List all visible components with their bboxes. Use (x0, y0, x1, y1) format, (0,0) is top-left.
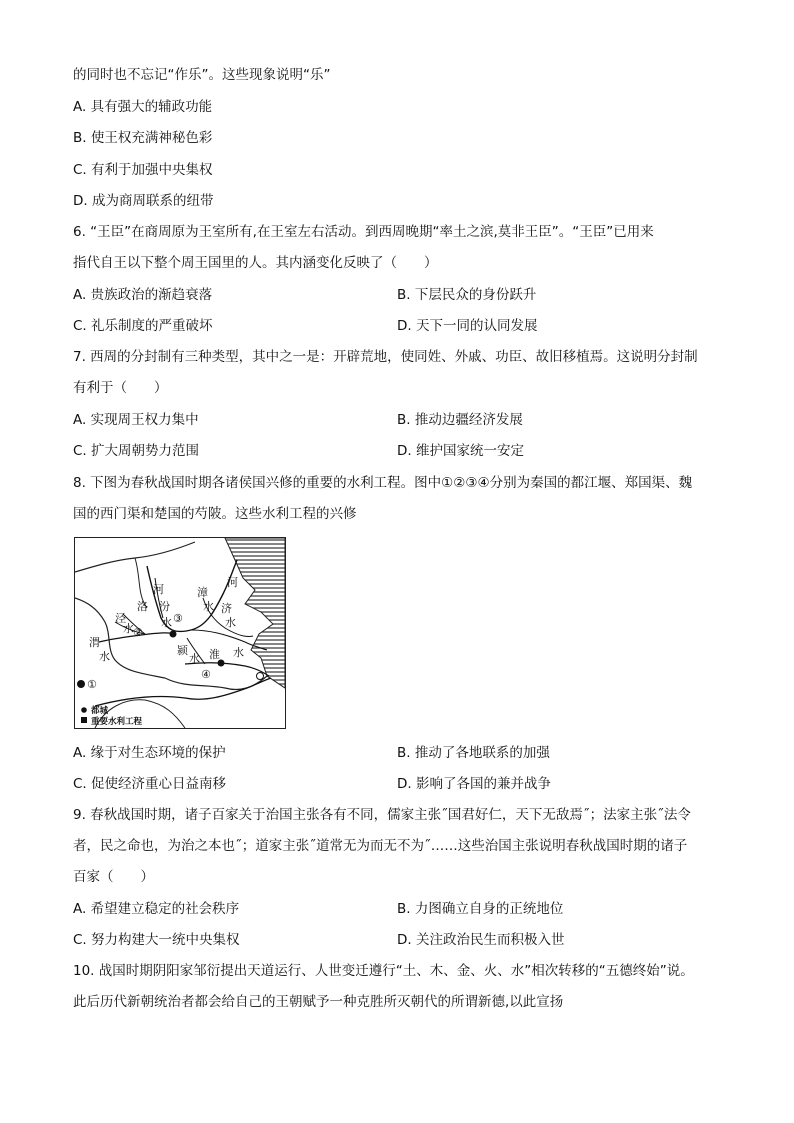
map-label-shui6: 水 (189, 652, 200, 665)
legend-project-label: 重要水利工程 (91, 717, 143, 727)
q8-stem-line1: 8. 下图为春秋战国时期各诸侯国兴修的重要的水利工程。图中①②③④分别为秦国的都江堰、郑国渠、魏 (73, 475, 693, 491)
q5-stem-continuation: 的同时也不忘记“作乐”。这些现象说明“乐” (73, 67, 331, 83)
q6-option-d[interactable]: D. 天下一同的认同发展 (397, 318, 538, 334)
capital-marker-3 (257, 673, 264, 680)
q6-stem-line1: 6. “王臣”在商周原为王室所有,在王室左右活动。到西周晚期“率土之滨,莫非王臣”。“王臣”已用来 (73, 224, 654, 240)
q9-option-d[interactable]: D. 关注政治民生而积极入世 (397, 932, 565, 948)
map-label-project-2: ② (133, 626, 143, 639)
q6-option-a[interactable]: A. 贵族政治的渐趋衰落 (73, 287, 213, 303)
q9-stem-line2: 者，民之命也，为治之本也˝；道家主张˝道常无为而无不为˝……这些治国主张说明春秋战国时期的诸子 (73, 838, 688, 854)
q9-option-c[interactable]: C. 努力构建大一统中央集权 (73, 932, 240, 948)
legend-project-icon (81, 717, 87, 723)
q10-stem-line2: 此后历代新朝统治者都会给自己的王朝赋予一种克胜所灭朝代的所谓新德,以此宣扬 (73, 994, 564, 1010)
legend-capital-label: 都城 (91, 706, 109, 716)
q6-stem-line2: 指代自王以下整个周王国里的人。其内涵变化反映了（ ） (73, 255, 438, 271)
q7-option-b[interactable]: B. 推动边疆经济发展 (397, 412, 523, 428)
map-label-huai: 淮 (209, 648, 220, 661)
q8-option-b[interactable]: B. 推动了各地联系的加强 (397, 745, 550, 761)
q5-option-c[interactable]: C. 有利于加强中央集权 (73, 162, 213, 178)
water-projects-map (74, 537, 286, 729)
legend-capital-icon (81, 707, 87, 713)
boundary-south (165, 676, 267, 690)
map-label-he2: 河 (227, 576, 238, 589)
map-label-luo: 洛 (137, 600, 148, 613)
sea-region (225, 538, 285, 688)
q8-option-a[interactable]: A. 缘于对生态环境的保护 (73, 745, 226, 761)
q5-option-d[interactable]: D. 成为商周联系的纽带 (73, 193, 214, 209)
map-label-wei: 渭 (89, 636, 100, 649)
map-label-shui5: 水 (225, 616, 236, 629)
q6-option-c[interactable]: C. 礼乐制度的严重破坏 (73, 318, 213, 334)
capital-marker-1 (170, 631, 177, 638)
q10-stem-line1: 10. 战国时期阴阳家邹衍提出天道运行、人世变迁遵行“土、木、金、火、水”相次转移的“五德终始”说。 (73, 963, 694, 979)
map-label-he1: 河 (153, 583, 164, 596)
q5-option-b[interactable]: B. 使王权充满神秘色彩 (73, 130, 213, 146)
q9-option-a[interactable]: A. 希望建立稳定的社会秩序 (73, 901, 240, 917)
q8-option-d[interactable]: D. 影响了各国的兼并战争 (397, 776, 551, 792)
map-label-project-4: ④ (201, 668, 211, 681)
map-label-fen: 汾 (159, 600, 170, 613)
q6-option-b[interactable]: B. 下层民众的身份跃升 (397, 287, 537, 303)
river-yangtze (95, 678, 271, 706)
q7-option-d[interactable]: D. 维护国家统一安定 (397, 443, 524, 459)
map-label-ying: 颍 (177, 644, 188, 657)
q5-option-a[interactable]: A. 具有强大的辅政功能 (73, 99, 213, 115)
q8-option-c[interactable]: C. 促使经济重心日益南移 (73, 776, 227, 792)
map-label-shui7: 水 (233, 646, 244, 659)
map-label-project-1: ① (87, 678, 97, 691)
q7-option-a[interactable]: A. 实现周王权力集中 (73, 412, 199, 428)
map-label-shui3: 水 (99, 650, 110, 663)
map-label-shui4: 水 (203, 600, 214, 613)
boundary-north (75, 542, 195, 572)
map-label-jing: 泾 (115, 612, 126, 625)
map-label-shui2: 水 (123, 622, 134, 635)
q8-stem-line2: 国的西门渠和楚国的芍陂。这些水利工程的兴修 (73, 506, 357, 522)
q9-stem-line3: 百家（ ） (73, 869, 154, 885)
map-label-project-3: ③ (173, 612, 183, 625)
q7-stem-line1: 7. 西周的分封制有三种类型，其中之一是：开辟荒地，使同姓、外戚、功臣、故旧移植焉。这说明分封制 (73, 349, 698, 365)
map-label-shui1: 水 (161, 616, 172, 629)
map-svg (75, 538, 285, 728)
capital-marker-4 (77, 680, 85, 688)
q9-option-b[interactable]: B. 力图确立自身的正统地位 (397, 901, 564, 917)
q7-option-c[interactable]: C. 扩大周朝势力范围 (73, 443, 200, 459)
map-label-ji: 济 (221, 602, 232, 615)
map-label-zhang: 漳 (197, 586, 208, 599)
q7-stem-line2: 有利于（ ） (73, 380, 168, 396)
q9-stem-line1: 9. 春秋战国时期，诸子百家关于治国主张各有不同，儒家主张˝国君好仁，天下无敌焉˝；法家主张˝法令 (73, 807, 691, 823)
